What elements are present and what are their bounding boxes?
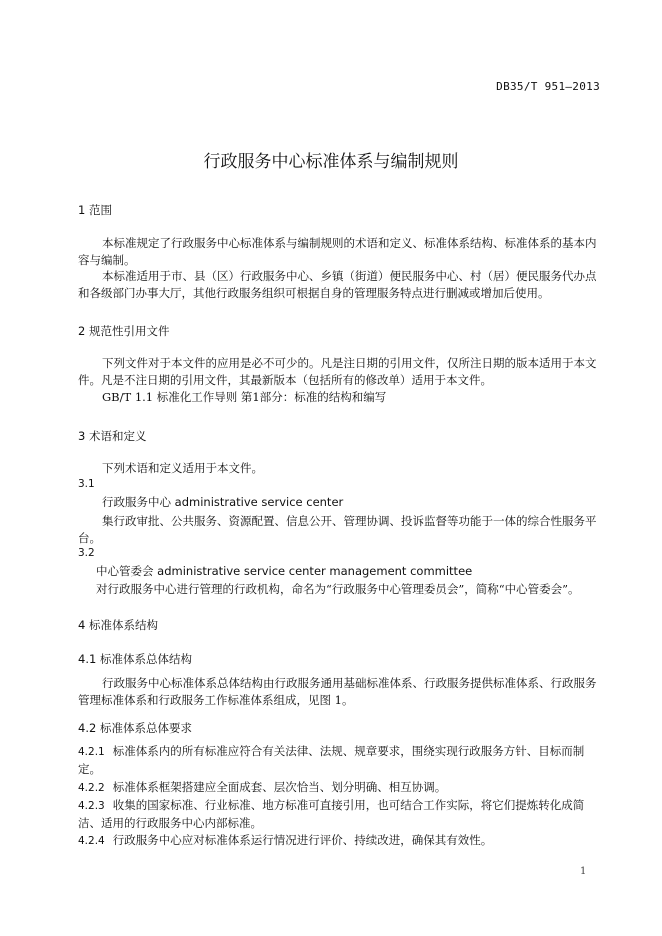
clause-4-2-3-number: 4.2.3	[78, 800, 105, 812]
subsection-4-2-heading: 4.2 标准体系总体要求	[78, 721, 192, 735]
term-1-title: 行政服务中心 administrative service center	[102, 495, 344, 509]
term-2-title: 中心管委会 administrative service center management committee	[96, 564, 473, 578]
section-4-heading: 4 标准体系结构	[78, 618, 158, 632]
subsection-4-1-paragraph: 行政服务中心标准体系总体结构由行政服务通用基础标准体系、行政服务提供标准体系、行政服务管理标准体系和行政服务工作标准体系组成，见图 1。	[78, 676, 597, 707]
clause-4-2-1-number: 4.2.1	[78, 746, 105, 758]
section-3-heading: 3 术语和定义	[78, 429, 147, 443]
clause-4-2-3-text: 收集的国家标准、行业标准、地方标准可直接引用，也可结合工作实际，将它们提炼转化成简洁、适用的行政服务中心内部标准。	[78, 798, 585, 830]
clause-4-2-3	[78, 797, 604, 832]
section-1-paragraph-1: 本标准规定了行政服务中心标准体系与编制规则的术语和定义、标准体系结构、标准体系的基本内容与编制。	[78, 236, 597, 267]
section-2-heading: 2 规范性引用文件	[78, 324, 170, 338]
document-code: DB35/T 951—2013	[496, 80, 600, 93]
clause-4-2-4-number: 4.2.4	[78, 835, 105, 847]
clause-4-2-2-text: 标准体系框架搭建应全面成套、层次恰当、划分明确、相互协调。	[112, 780, 447, 794]
clause-4-2-4-text: 行政服务中心应对标准体系运行情况进行评价、持续改进，确保其有效性。	[112, 833, 493, 847]
term-1-number: 3.1	[78, 478, 95, 490]
term-2-number: 3.2	[78, 547, 95, 559]
clause-4-2-1-text: 标准体系内的所有标准应符合有关法律、法规、规章要求，围绕实现行政服务方针、目标而制定。	[78, 744, 585, 776]
section-1-paragraph-2: 本标准适用于市、县（区）行政服务中心、乡镇（街道）便民服务中心、村（居）便民服务代办点和各级部门办事大厅，其他行政服务组织可根据自身的管理服务特点进行删减或增加后使用。	[78, 269, 597, 300]
subsection-4-1-heading: 4.1 标准体系总体结构	[78, 652, 192, 666]
clause-4-2-2	[78, 779, 604, 797]
section-1-heading: 1 范围	[78, 203, 112, 217]
clause-4-2-2-number: 4.2.2	[78, 782, 105, 794]
section-2-paragraph-1: 下列文件对于本文件的应用是必不可少的。凡是注日期的引用文件，仅所注日期的版本适用于本文件。凡是不注日期的引用文件，其最新版本（包括所有的修改单）适用于本文件。	[78, 356, 597, 387]
term-1-definition: 集行政审批、公共服务、资源配置、信息公开、管理协调、投诉监督等功能于一体的综合性服务平台。	[78, 514, 597, 545]
term-2-definition: 对行政服务中心进行管理的行政机构，命名为“行政服务中心管理委员会”，简称“中心管委会”。	[96, 582, 580, 596]
page-number: 1	[580, 866, 587, 877]
clause-4-2-4	[78, 832, 604, 850]
normative-reference: GB/T 1.1 标准化工作导则 第1部分：标准的结构和编写	[102, 390, 387, 404]
document-title: 行政服务中心标准体系与编制规则	[203, 152, 459, 172]
section-3-intro: 下列术语和定义适用于本文件。	[102, 461, 263, 475]
clause-4-2-1	[78, 743, 604, 778]
